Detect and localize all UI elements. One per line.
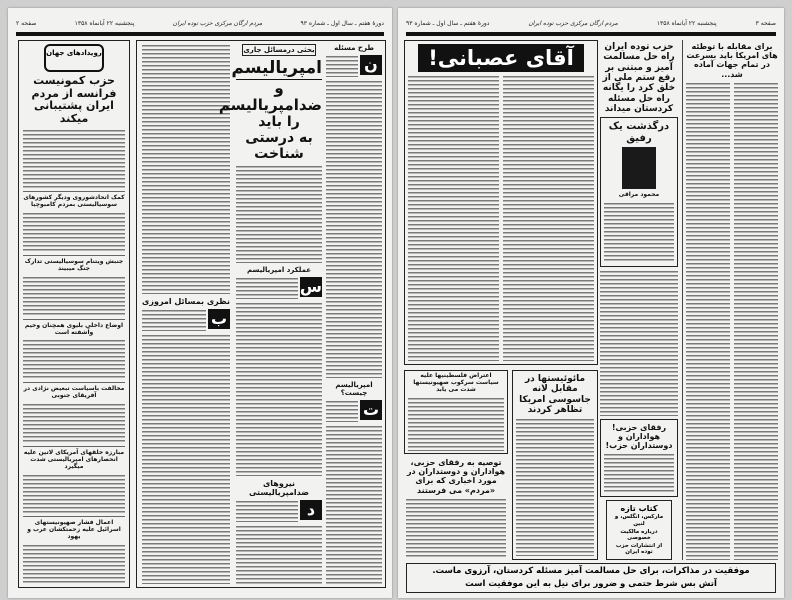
main-headline: آقای عصبانی! (418, 44, 584, 72)
section-title: نظری بمسائل امروزی (142, 296, 230, 306)
headline-column (218, 44, 322, 584)
book-ad-title: کتاب تازه (620, 503, 658, 513)
drop-letter: ت (360, 400, 382, 420)
headline-line: ضدامپریالیسم (218, 95, 322, 114)
article-text (406, 498, 506, 558)
section-title: امپریالیسم چیست؟ (335, 380, 373, 397)
palestine-headline: اعتراض فلسطینیها علیه سیاست سرکوب صهیونیستها شدت می یابد (413, 372, 499, 393)
world-item: مبارزه خلقهای آمریکای لاتین علیه انحصارهای امپریالیستی شدت میگیرد (23, 448, 125, 470)
date: پنجشنبه ۲۲ آبانماه ۱۳۵۸ (656, 19, 717, 27)
headline-line: به درستی (245, 130, 313, 147)
article-text (600, 270, 678, 415)
right-page-header (406, 14, 776, 36)
drop-letter: ب (208, 309, 230, 329)
main-article-columns (408, 75, 594, 361)
tudeh-column (600, 42, 678, 560)
article-text (236, 277, 298, 299)
drop-letter-row (236, 277, 322, 299)
comrades-notice (600, 419, 678, 497)
article-text (326, 80, 382, 378)
page-number: صفحه ۳ (755, 19, 776, 27)
advice-article (406, 458, 506, 558)
article-text (408, 397, 504, 451)
masthead: مردم ارگان مرکزی حزب توده ایران (528, 19, 618, 27)
advice-headline: توصیه به رفقای حزبی، هواداران و دوستداران در مورد اخباری که برای «مردم» می فرستند (406, 458, 506, 495)
drop-letter: د (300, 500, 322, 520)
world-item: مخالفت باسیاست تبعیض نژادی در آفریقای جنوبی (23, 385, 125, 400)
left-page-header (16, 14, 384, 36)
banner-line: آتش بس شرط حتمی و ضرور برای نیل به این موفقیت است (465, 579, 717, 589)
article-column (326, 44, 382, 584)
far-right-headline: برای مقابله با توطئه های امریکا باید بسرعت در تمام جهات آماده شد... (686, 42, 778, 79)
divider (23, 255, 125, 256)
article-text (734, 82, 778, 560)
article-text (23, 474, 125, 514)
page-number: صفحه ۲ (16, 19, 37, 27)
article-text (604, 453, 674, 492)
section-title: عملکرد امپریالیسم (246, 265, 312, 274)
main-headline (218, 58, 322, 163)
masthead: مردم ارگان مرکزی حزب توده ایران (172, 19, 263, 27)
headline-line: را باید (258, 114, 300, 131)
article-text (23, 276, 125, 316)
drop-letter: س (299, 276, 322, 296)
article-text (142, 44, 230, 294)
book-ad (606, 500, 672, 560)
article-text (604, 202, 674, 263)
far-right-text-columns (686, 82, 778, 560)
left-page (8, 8, 392, 598)
divider (23, 319, 125, 320)
obituary-title: درگذشت یک رفیق (608, 121, 670, 144)
article-text (516, 418, 594, 556)
banner-line: موفقیت در مذاکرات، برای حل مسالمت آمیز مسئله کردستان، آرزوی ماست. (432, 566, 750, 576)
article-text (142, 309, 206, 331)
tudeh-headline: حزب توده ایران راه حل مسالمت آمیز و مبتنی بر رفع ستم ملی از خلق کرد را یگانه راه حل مسئله کردستان میداند (602, 42, 676, 115)
book-ad-line: مارکس، انگلس، و لنین (614, 514, 664, 528)
world-item: کمک اتحادشوروی ودیگر کشورهای سوسیالیستی بمردم کامبوچیا (23, 194, 125, 209)
headline-line: امپریالیسم (231, 58, 322, 79)
article-text (326, 400, 358, 422)
article-text (326, 425, 382, 584)
article-text (236, 500, 298, 522)
world-news-logo: رویدادهای جهان (44, 44, 104, 72)
article-text (23, 544, 125, 584)
issue: دورهٔ هفتم ـ سال اول ـ شماره ۹۳ (406, 19, 490, 27)
article-text (236, 165, 322, 262)
world-item: اوضاع داخلی بلیوی همچنان وخیم وآشفته است (24, 321, 124, 336)
comrades-title: رفقای حزبی! هواداران و دوستداران حزب! (605, 422, 673, 451)
obituary (600, 117, 678, 267)
article-text (503, 75, 594, 361)
drop-letter-row (236, 500, 322, 522)
divider (23, 516, 125, 517)
book-ad-line: درباره مالکیت خصوصی (620, 528, 658, 542)
article-column (142, 44, 230, 584)
book-ad-line: از انتشارات حزب توده ایران (615, 542, 663, 556)
date: پنجشنبه ۲۲ آبانماه ۱۳۵۸ (74, 19, 135, 27)
bottom-banner (406, 563, 776, 593)
drop-letter-row (326, 55, 382, 77)
article-text (686, 82, 730, 560)
divider (23, 382, 125, 383)
palestine-content (408, 373, 504, 451)
obituary-name: محمود مراقی (618, 191, 660, 199)
article-text (23, 129, 125, 189)
series-label (242, 44, 316, 56)
article-text (326, 55, 358, 77)
divider (23, 446, 125, 447)
issue: دورهٔ هفتم ـ سال اول ـ شماره ۹۳ (300, 19, 384, 27)
obituary-photo (622, 147, 656, 189)
article-text (142, 334, 230, 584)
article-text (236, 525, 322, 584)
column-divider (682, 40, 683, 560)
article-text (23, 212, 125, 252)
right-page (398, 8, 784, 598)
main-article-content (408, 44, 594, 361)
headline-line: و (274, 78, 284, 97)
headline-line: شناخت (254, 146, 304, 163)
article-text (23, 403, 125, 443)
drop-letter-row (142, 309, 230, 331)
maoists-content (516, 374, 594, 556)
section-title: طرح مسئله (334, 44, 374, 52)
drop-letter: ن (360, 55, 382, 75)
far-right-column (686, 42, 778, 560)
maoists-headline: مائوئیستها در مقابل لانه جاسوسی امریکا تظاهر کردند (519, 374, 591, 416)
article-text (23, 339, 125, 379)
drop-letter-row (326, 400, 382, 422)
article-text (408, 75, 499, 361)
series-label-text: بحثی درمسائل جاری (243, 46, 315, 54)
world-item: اعمال فشار صهیونیستهای اسرائیل علیه زحمتکشان عرب و یهود (27, 519, 121, 541)
world-item: جنبش ویتنام سوسیالیستی تدارک جنگ میبیند (24, 257, 124, 272)
article-text (236, 302, 322, 476)
world-news-content (23, 44, 125, 584)
divider (23, 191, 125, 192)
section-title: نیروهای ضدامپریالیستی (248, 479, 310, 498)
world-headline: حزب کمونیست فرانسه از مردم ایران پشتیبانی میکند (31, 74, 117, 125)
